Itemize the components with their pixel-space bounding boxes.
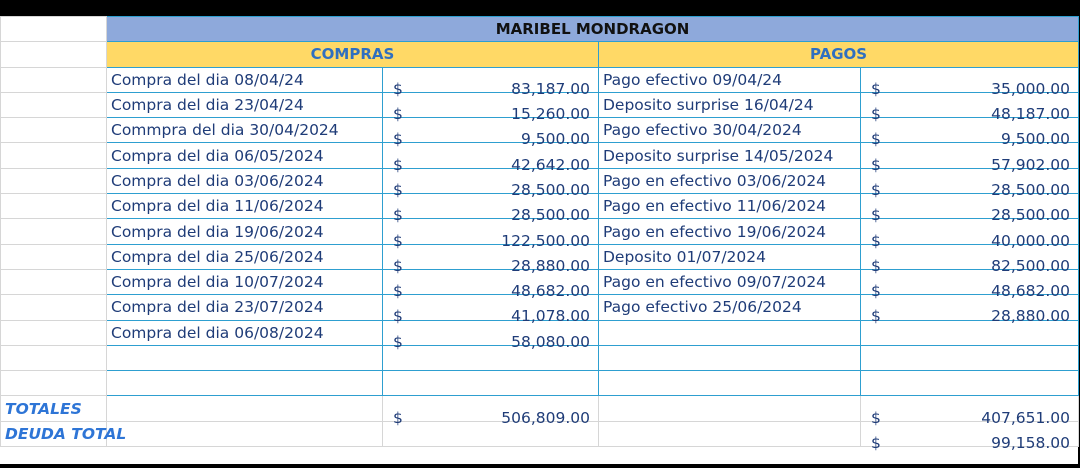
currency-symbol: $: [871, 130, 881, 149]
pago-amount: 82,500.00: [991, 256, 1071, 275]
compra-amount: 122,500.00: [501, 231, 590, 250]
pago-amount: 40,000.00: [991, 231, 1071, 250]
pago-amount-cell[interactable]: [861, 168, 1079, 199]
pago-desc[interactable]: Pago en efectivo 11/06/2024: [599, 194, 861, 219]
currency-symbol: $: [393, 130, 403, 149]
pago-amount-cell[interactable]: [861, 345, 1079, 370]
compra-amount-cell[interactable]: [383, 168, 599, 199]
table-row: [1, 371, 1079, 396]
compra-amount: 41,078.00: [511, 307, 590, 326]
currency-symbol: $: [871, 433, 881, 452]
pago-desc[interactable]: Pago en efectivo 03/06/2024: [599, 168, 861, 193]
currency-symbol: $: [871, 155, 881, 174]
compra-amount-cell[interactable]: [383, 143, 599, 174]
currency-symbol: $: [393, 206, 403, 225]
table-row: [1, 320, 1079, 345]
currency-symbol: $: [393, 231, 403, 250]
compra-desc[interactable]: Compra del dia 10/07/2024: [107, 269, 383, 294]
compra-amount: 83,187.00: [511, 79, 590, 98]
totales-pagos-amount: 407,651.00: [981, 408, 1071, 427]
compra-desc[interactable]: Compra del dia 03/06/2024: [107, 168, 383, 193]
pago-amount: 9,500.00: [1001, 130, 1071, 149]
pago-amount: 35,000.00: [991, 79, 1071, 98]
compra-amount: 48,682.00: [511, 282, 590, 301]
row-header-cell[interactable]: [1, 194, 107, 219]
compra-desc[interactable]: Compra del dia 06/05/2024: [107, 143, 383, 168]
header-row: [1, 42, 1079, 67]
currency-symbol: $: [393, 256, 403, 275]
pago-desc[interactable]: Pago en efectivo 09/07/2024: [599, 269, 861, 294]
pagos-header[interactable]: PAGOS: [599, 42, 1079, 67]
row-header-cell[interactable]: [1, 295, 107, 320]
currency-symbol: $: [393, 282, 403, 301]
table-row: [1, 244, 1079, 269]
compra-amount: 28,500.00: [511, 206, 590, 225]
ledger-table: [0, 16, 1079, 452]
currency-symbol: $: [871, 79, 881, 98]
pago-amount: 28,500.00: [991, 180, 1071, 199]
table-row: [1, 219, 1079, 244]
row-header-cell[interactable]: [1, 219, 107, 244]
pago-amount: 48,187.00: [991, 105, 1071, 124]
compra-desc[interactable]: Compra del dia 06/08/2024: [107, 320, 383, 345]
pago-desc[interactable]: Pago en efectivo 19/06/2024: [599, 219, 861, 244]
pago-amount-cell[interactable]: [861, 295, 1079, 326]
compra-amount: 28,500.00: [511, 180, 590, 199]
currency-symbol: $: [393, 180, 403, 199]
pago-desc[interactable]: Pago efectivo 30/04/2024: [599, 118, 861, 143]
row-header-cell[interactable]: [1, 92, 107, 117]
pago-amount-cell[interactable]: [861, 118, 1079, 149]
cell[interactable]: [107, 421, 383, 446]
title-row: [1, 17, 1079, 42]
compra-desc[interactable]: [107, 371, 383, 396]
compra-amount-cell[interactable]: [383, 92, 599, 124]
pago-amount-cell[interactable]: [861, 143, 1079, 174]
row-header-cell[interactable]: [1, 320, 107, 345]
deuda-label[interactable]: DEUDA TOTAL: [1, 421, 107, 446]
compra-desc[interactable]: Compra del dia 25/06/2024: [107, 244, 383, 269]
compra-desc[interactable]: Compra del dia 08/04/24: [107, 67, 383, 92]
currency-symbol: $: [871, 282, 881, 301]
currency-symbol: $: [871, 206, 881, 225]
pago-desc[interactable]: [599, 320, 861, 345]
pago-amount-cell[interactable]: [861, 67, 1079, 98]
pago-amount: 28,880.00: [991, 307, 1071, 326]
pago-amount-cell[interactable]: [861, 269, 1079, 301]
pago-amount: 28,500.00: [991, 206, 1071, 225]
spreadsheet: [0, 16, 1078, 464]
row-header-cell[interactable]: [1, 371, 107, 396]
cell[interactable]: [107, 396, 383, 421]
compra-amount: 9,500.00: [520, 130, 590, 149]
totales-compras-cell[interactable]: [383, 396, 599, 427]
compra-amount: 58,080.00: [511, 332, 590, 351]
table-row: [1, 269, 1079, 294]
compra-desc[interactable]: Compra del dia 23/07/2024: [107, 295, 383, 320]
currency-symbol: $: [393, 105, 403, 124]
compra-amount: 15,260.00: [511, 105, 590, 124]
compra-desc[interactable]: Compra del dia 23/04/24: [107, 92, 383, 117]
currency-symbol: $: [393, 332, 403, 351]
row-header-cell[interactable]: [1, 244, 107, 269]
pago-desc[interactable]: Pago efectivo 09/04/24: [599, 67, 861, 92]
row-header-cell[interactable]: [1, 143, 107, 168]
pago-amount-cell[interactable]: [861, 194, 1079, 225]
table-row: [1, 194, 1079, 219]
pago-amount-cell[interactable]: [861, 92, 1079, 124]
row-header-cell[interactable]: [1, 269, 107, 294]
currency-symbol: $: [393, 155, 403, 174]
pago-amount: 57,902.00: [991, 155, 1071, 174]
compra-amount-cell[interactable]: [383, 320, 599, 351]
table-row: [1, 143, 1079, 168]
compra-amount-cell[interactable]: [383, 118, 599, 149]
table-row: [1, 168, 1079, 193]
pago-desc[interactable]: [599, 371, 861, 396]
cell[interactable]: [599, 421, 861, 446]
compra-desc[interactable]: Compra del dia 19/06/2024: [107, 219, 383, 244]
currency-symbol: $: [393, 307, 403, 326]
compra-amount-cell[interactable]: [383, 269, 599, 301]
currency-symbol: $: [871, 105, 881, 124]
currency-symbol: $: [393, 408, 403, 427]
compra-amount-cell[interactable]: [383, 295, 599, 326]
currency-symbol: $: [871, 408, 881, 427]
currency-symbol: $: [871, 307, 881, 326]
sheet-title[interactable]: MARIBEL MONDRAGON: [107, 17, 1079, 42]
currency-symbol: $: [871, 231, 881, 250]
compra-amount: 28,880.00: [511, 256, 590, 275]
compra-amount: 42,642.00: [511, 155, 590, 174]
compra-amount-cell[interactable]: [383, 219, 599, 250]
pago-desc[interactable]: Deposito 01/07/2024: [599, 244, 861, 269]
deuda-pagos-amount: 99,158.00: [991, 433, 1071, 452]
pago-amount-cell[interactable]: [861, 244, 1079, 275]
compra-amount-cell[interactable]: [383, 371, 599, 396]
row-header-cell[interactable]: [1, 67, 107, 92]
totales-label[interactable]: TOTALES: [1, 396, 107, 421]
totales-compras-amount: 506,809.00: [501, 408, 590, 427]
table-row: [1, 67, 1079, 92]
currency-symbol: $: [393, 79, 403, 98]
pago-amount-cell[interactable]: [861, 371, 1079, 396]
compra-amount-cell[interactable]: [383, 244, 599, 275]
row-header-cell[interactable]: [1, 118, 107, 143]
compra-amount-cell[interactable]: [383, 194, 599, 225]
totales-row: [1, 396, 1079, 421]
table-row: [1, 92, 1079, 117]
compra-desc[interactable]: Compra del dia 11/06/2024: [107, 194, 383, 219]
compra-desc[interactable]: [107, 345, 383, 370]
table-row: [1, 118, 1079, 143]
table-row: [1, 295, 1079, 320]
pago-desc[interactable]: Pago efectivo 25/06/2024: [599, 295, 861, 320]
pago-amount: 48,682.00: [991, 282, 1071, 301]
compra-desc[interactable]: Commpra del dia 30/04/2024: [107, 118, 383, 143]
currency-symbol: $: [871, 256, 881, 275]
currency-symbol: $: [871, 180, 881, 199]
cell[interactable]: [1, 42, 107, 67]
deuda-pagos-cell[interactable]: [861, 421, 1079, 452]
pago-desc[interactable]: Deposito surprise 16/04/24: [599, 92, 861, 117]
row-header-cell[interactable]: [1, 168, 107, 193]
totales-pagos-cell[interactable]: [861, 396, 1079, 427]
pago-desc[interactable]: Deposito surprise 14/05/2024: [599, 143, 861, 168]
compras-header[interactable]: COMPRAS: [107, 42, 599, 67]
pago-desc[interactable]: [599, 345, 861, 370]
cell[interactable]: [599, 396, 861, 421]
row-header-cell[interactable]: [1, 345, 107, 370]
pago-amount-cell[interactable]: [861, 219, 1079, 250]
cell[interactable]: [1, 17, 107, 42]
compra-amount-cell[interactable]: [383, 67, 599, 98]
